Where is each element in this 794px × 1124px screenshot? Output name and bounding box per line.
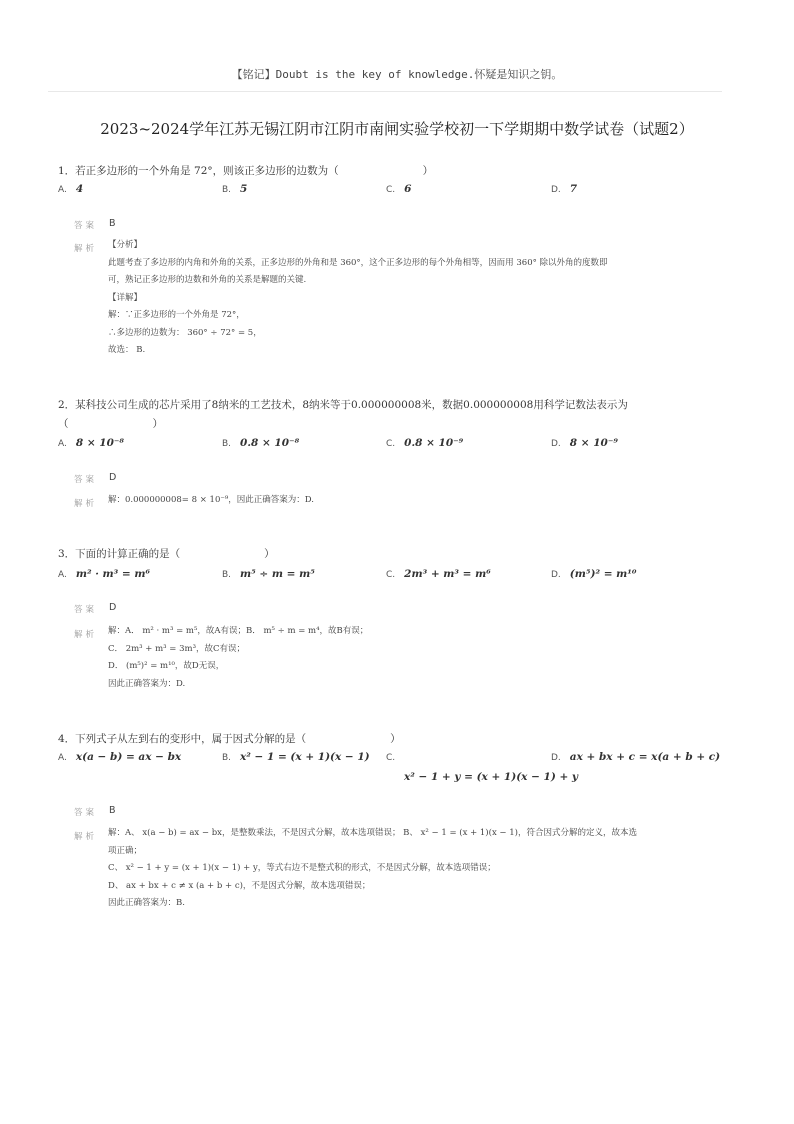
q1-expl-line-5: 解：∵正多边形的一个外角是 72°， (108, 310, 245, 320)
q1-stem: 1．若正多边形的一个外角是 72°，则该正多边形的边数为（ ） (58, 165, 434, 177)
q4-stem: 4．下列式子从左到右的变形中，属于因式分解的是（ ） (58, 733, 401, 745)
q1-answer-value: B (109, 218, 116, 229)
q3-option-b[interactable]: B. m⁵ ÷ m = m⁵ (222, 568, 315, 580)
q1-expl-line-7: 故选： B. (108, 345, 146, 355)
q3-stem: 3．下面的计算正确的是（ ） (58, 548, 275, 560)
q3-option-d[interactable]: D. (m⁵)² = m¹⁰ (551, 568, 637, 580)
q2-explanation-label: 解析 (74, 499, 98, 509)
q4-explanation-label: 解析 (74, 832, 98, 842)
q1-expl-line-3: 可，熟记正多边形的边数和外角的关系是解题的关键. (108, 275, 307, 285)
q4-expl-line-5: 因此正确答案为：B. (108, 898, 185, 908)
q4-option-b[interactable]: B. x² − 1 = (x + 1)(x − 1) (222, 751, 370, 763)
q3-answer-value: D (109, 602, 117, 613)
q2-stem-line-2: （ ） (58, 418, 163, 430)
q4-answer-label: 答案 (74, 808, 98, 818)
q2-option-c[interactable]: C. 0.8 × 10⁻⁹ (386, 437, 464, 449)
header-divider (48, 91, 722, 92)
q1-expl-line-6: ∴多边形的边数为： 360° ÷ 72° = 5， (108, 327, 262, 338)
q3-explanation-label: 解析 (74, 630, 98, 640)
q2-option-b[interactable]: B. 0.8 × 10⁻⁸ (222, 437, 300, 449)
q4-option-c-letter[interactable]: C. (386, 753, 396, 763)
q2-answer-label: 答案 (74, 475, 98, 485)
q2-answer-value: D (109, 472, 117, 483)
q3-option-a[interactable]: A. m² · m³ = m⁶ (58, 568, 151, 580)
q2-stem-line-1: 2．某科技公司生成的芯片采用了8纳米的工艺技术，8纳米等于0.000000008米，数据0.000000008用科学记数法表示为 (58, 399, 628, 411)
q4-answer-value: B (109, 805, 116, 816)
q2-explanation (108, 492, 314, 510)
q4-expl-line-4: D、 ax + bx + c ≠ x (a + b + c)，不是因式分解，故本选项错误； (108, 880, 371, 891)
q1-explanation (108, 237, 608, 360)
q2-option-a[interactable]: A. 8 × 10⁻⁸ (58, 437, 125, 449)
header-motto: 【铭记】Doubt is the key of knowledge.怀疑是知识之钥。 (231, 68, 563, 81)
q4-expl-line-3: C、 x² − 1 + y = (x + 1)(x − 1) + y，等式右边不是整式积的形式，不是因式分解，故本选项错误； (108, 863, 496, 873)
q1-option-a[interactable]: A. 4 (58, 183, 84, 195)
q1-expl-line-4: 【详解】 (108, 292, 143, 303)
q2-expl-line-1: 解：0.000000008= 8 × 10⁻⁹，因此正确答案为：D. (108, 495, 314, 505)
q4-option-a[interactable]: A. x(a − b) = ax − bx (58, 751, 182, 763)
q3-explanation (108, 623, 368, 693)
q4-option-c[interactable]: x² − 1 + y = (x + 1)(x − 1) + y (404, 771, 579, 783)
q1-option-b[interactable]: B. 5 (222, 183, 248, 195)
q4-expl-line-1: 解：A、 x(a − b) = ax − bx，是整数乘法，不是因式分解，故本选项错误； B、 x² − 1 = (x + 1)(x − 1)，符合因式分解的定义，故本选 (108, 828, 637, 838)
q3-expl-line-1: 解：A． m² · m³ = m⁵，故A有误；B． m⁵ ÷ m = m⁴，故B有误； (108, 626, 369, 636)
q1-answer-label: 答案 (74, 221, 98, 231)
page-title: 2023~2024学年江苏无锡江阴市江阴市南闸实验学校初一下学期期中数学试卷（试题2） (100, 120, 694, 138)
q1-expl-line-1: 【分析】 (108, 240, 143, 250)
q4-expl-line-2: 项正确； (108, 845, 143, 856)
q4-explanation (108, 825, 637, 913)
q1-option-d[interactable]: D. 7 (551, 183, 578, 195)
q3-option-c[interactable]: C. 2m³ + m³ = m⁶ (386, 568, 491, 580)
q3-expl-line-2: C． 2m³ + m³ = 3m³，故C有误； (108, 643, 245, 654)
q3-expl-line-3: D． (m⁵)² = m¹⁰，故D无误， (108, 661, 225, 671)
q1-option-c[interactable]: C. 6 (386, 183, 412, 195)
q1-expl-line-2: 此题考查了多边形的内角和外角的关系，正多边形的外角和是 360°，这个正多边形的每个外角相等，因而用 360° 除以外角的度数即 (108, 257, 608, 268)
q3-answer-label: 答案 (74, 605, 98, 615)
q1-explanation-label: 解析 (74, 244, 98, 254)
q2-option-d[interactable]: D. 8 × 10⁻⁹ (551, 437, 618, 449)
q3-expl-line-4: 因此正确答案为：D. (108, 678, 186, 689)
q4-option-d[interactable]: D. ax + bx + c = x(a + b + c) (551, 751, 721, 763)
